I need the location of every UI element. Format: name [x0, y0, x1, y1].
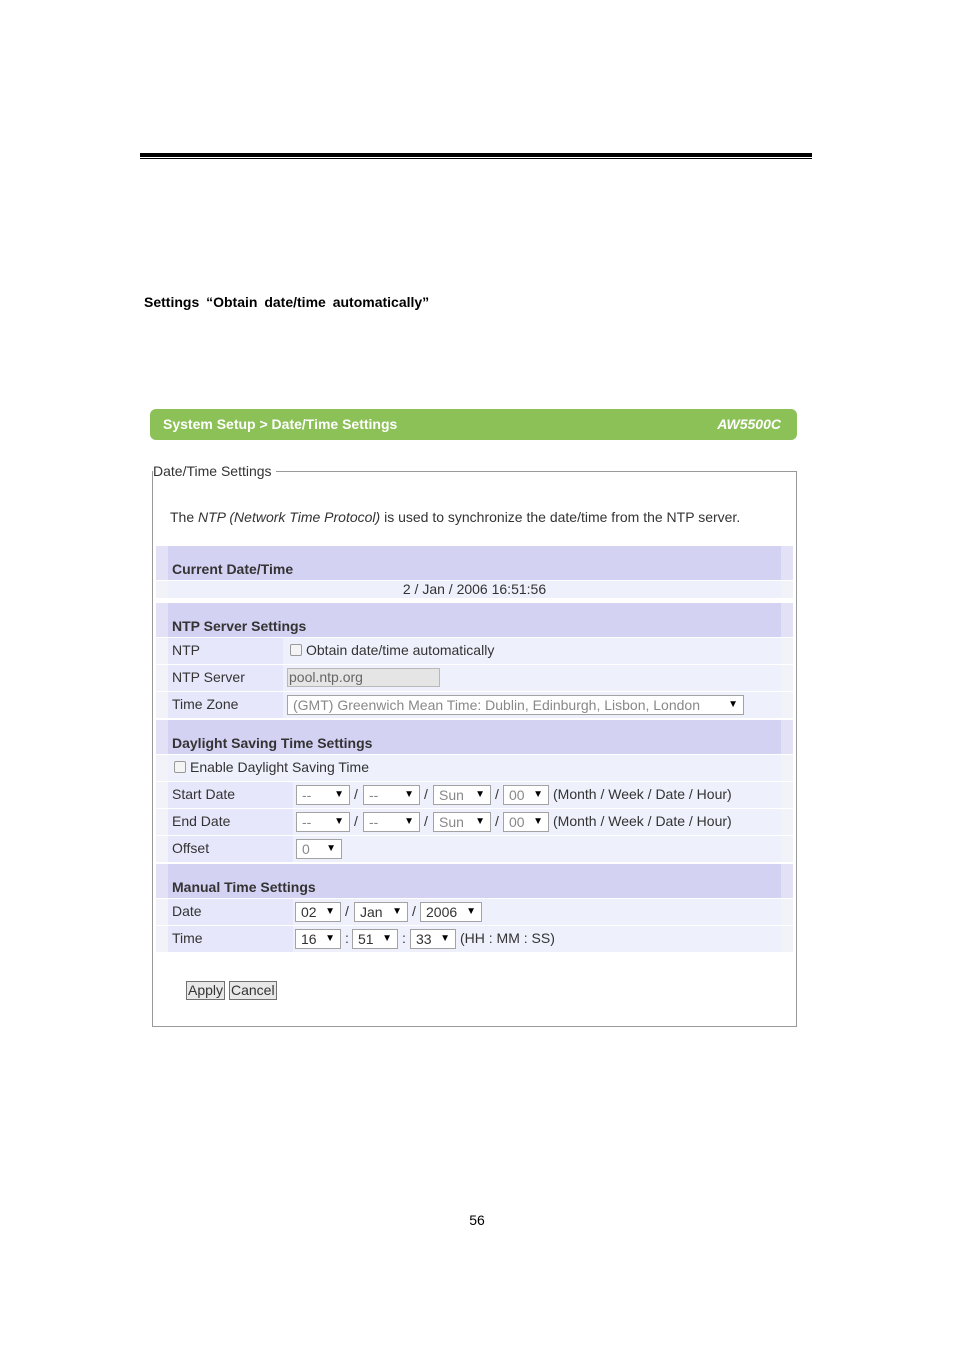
start-date-label: Start Date: [172, 786, 236, 802]
date-year-select[interactable]: [420, 902, 482, 922]
date-month-value: Jan: [360, 904, 383, 920]
end-week-value: --: [369, 814, 379, 830]
slash-separator: /: [345, 903, 349, 919]
figure-caption: Settings “Obtain date/time automatically”: [144, 294, 430, 310]
dst-heading: [156, 720, 793, 754]
chevron-down-icon: ▼: [334, 816, 344, 827]
end-day-select[interactable]: [433, 812, 491, 832]
ntp-server-row: [156, 665, 793, 691]
date-month-select[interactable]: [354, 902, 408, 922]
chevron-down-icon: ▼: [466, 906, 476, 917]
end-hour-value: 00: [509, 814, 525, 830]
end-month-value: --: [302, 814, 312, 830]
colon-separator: :: [402, 930, 406, 946]
time-minute-value: 51: [358, 931, 374, 947]
slash-separator: /: [354, 813, 358, 829]
chevron-down-icon: ▼: [326, 843, 336, 854]
start-day-select[interactable]: [433, 785, 491, 805]
date-label: Date: [172, 903, 202, 919]
ntp-label: NTP: [172, 642, 200, 658]
offset-value: 0: [302, 841, 310, 857]
end-day-value: Sun: [439, 814, 464, 830]
obtain-auto-label: Obtain date/time automatically: [306, 642, 495, 658]
time-hour-select[interactable]: [295, 929, 341, 949]
start-month-select[interactable]: [296, 785, 350, 805]
end-week-select[interactable]: [363, 812, 420, 832]
start-hour-value: 00: [509, 787, 525, 803]
chevron-down-icon: ▼: [404, 816, 414, 827]
end-hour-select[interactable]: [503, 812, 549, 832]
ntp-row: [156, 638, 793, 664]
colon-separator: :: [345, 930, 349, 946]
date-day-value: 02: [301, 904, 317, 920]
start-week-value: --: [369, 787, 379, 803]
page-number: 56: [469, 1212, 485, 1228]
chevron-down-icon: ▼: [392, 906, 402, 917]
chevron-down-icon: ▼: [325, 933, 335, 944]
current-datetime-title: Current Date/Time: [172, 561, 294, 577]
time-minute-select[interactable]: [352, 929, 398, 949]
slash-separator: /: [354, 786, 358, 802]
end-month-select[interactable]: [296, 812, 350, 832]
start-hour-select[interactable]: [503, 785, 549, 805]
enable-dst-label: Enable Daylight Saving Time: [190, 759, 369, 775]
offset-select[interactable]: [296, 839, 342, 859]
dst-end-row: [156, 809, 793, 835]
ntp-section: [156, 603, 793, 718]
enable-dst-checkbox[interactable]: [174, 761, 186, 773]
chevron-down-icon: ▼: [325, 906, 335, 917]
intro-suffix: is used to synchronize the date/time from the NTP server.: [380, 509, 741, 525]
current-datetime-section: [156, 546, 793, 598]
start-day-value: Sun: [439, 787, 464, 803]
chevron-down-icon: ▼: [382, 933, 392, 944]
frame-legend: Date/Time Settings: [153, 463, 272, 479]
time-zone-row: [156, 692, 793, 718]
chevron-down-icon: ▼: [475, 789, 485, 800]
dst-enable-row: [156, 755, 793, 781]
time-format-hint: (HH : MM : SS): [460, 930, 555, 946]
ntp-server-label: NTP Server: [172, 669, 245, 685]
model-name: AW5500C: [717, 416, 781, 432]
dst-offset-row: [156, 836, 793, 862]
chevron-down-icon: ▼: [533, 816, 543, 827]
header-rule-thin: [140, 158, 812, 159]
time-label: Time: [172, 930, 203, 946]
end-format-hint: (Month / Week / Date / Hour): [553, 813, 732, 829]
chevron-down-icon: ▼: [728, 699, 738, 710]
dst-title: Daylight Saving Time Settings: [172, 735, 373, 751]
intro-text: [170, 509, 740, 525]
time-zone-label: Time Zone: [172, 696, 239, 712]
dst-section: [156, 720, 793, 862]
slash-separator: /: [495, 786, 499, 802]
slash-separator: /: [424, 786, 428, 802]
time-zone-value: (GMT) Greenwich Mean Time: Dublin, Edinburgh, Lisbon, London: [293, 697, 700, 713]
manual-title: Manual Time Settings: [172, 879, 316, 895]
start-week-select[interactable]: [363, 785, 420, 805]
offset-label: Offset: [172, 840, 210, 856]
date-day-select[interactable]: [295, 902, 341, 922]
intro-prefix: The: [170, 509, 199, 525]
chevron-down-icon: ▼: [475, 816, 485, 827]
chevron-down-icon: ▼: [334, 789, 344, 800]
chevron-down-icon: ▼: [404, 789, 414, 800]
dst-start-row: [156, 782, 793, 808]
time-second-select[interactable]: [410, 929, 456, 949]
obtain-auto-checkbox[interactable]: [290, 644, 302, 656]
manual-section: [156, 864, 793, 952]
ntp-heading: [156, 603, 793, 637]
manual-date-row: [156, 899, 793, 925]
end-date-label: End Date: [172, 813, 231, 829]
time-zone-select[interactable]: [287, 695, 744, 715]
ntp-title: NTP Server Settings: [172, 618, 307, 634]
cancel-button[interactable]: Cancel: [231, 982, 275, 998]
slash-separator: /: [495, 813, 499, 829]
header-rule: [140, 153, 812, 157]
slash-separator: /: [424, 813, 428, 829]
manual-heading: [156, 864, 793, 898]
current-datetime-value: 2 / Jan / 2006 16:51:56: [402, 581, 547, 597]
start-format-hint: (Month / Week / Date / Hour): [553, 786, 732, 802]
chevron-down-icon: ▼: [440, 933, 450, 944]
slash-separator: /: [412, 903, 416, 919]
ntp-server-input[interactable]: pool.ntp.org: [287, 668, 440, 687]
intro-ntp-term: NTP (Network Time Protocol): [198, 509, 381, 525]
title-banner: [150, 409, 797, 440]
manual-time-row: [156, 926, 793, 952]
time-second-value: 33: [416, 931, 432, 947]
date-year-value: 2006: [426, 904, 458, 920]
current-datetime-row: [156, 581, 793, 598]
apply-button[interactable]: Apply: [188, 982, 224, 998]
current-datetime-heading: [156, 546, 793, 580]
chevron-down-icon: ▼: [533, 789, 543, 800]
time-hour-value: 16: [301, 931, 317, 947]
start-month-value: --: [302, 787, 312, 803]
breadcrumb: System Setup > Date/Time Settings: [163, 416, 398, 432]
